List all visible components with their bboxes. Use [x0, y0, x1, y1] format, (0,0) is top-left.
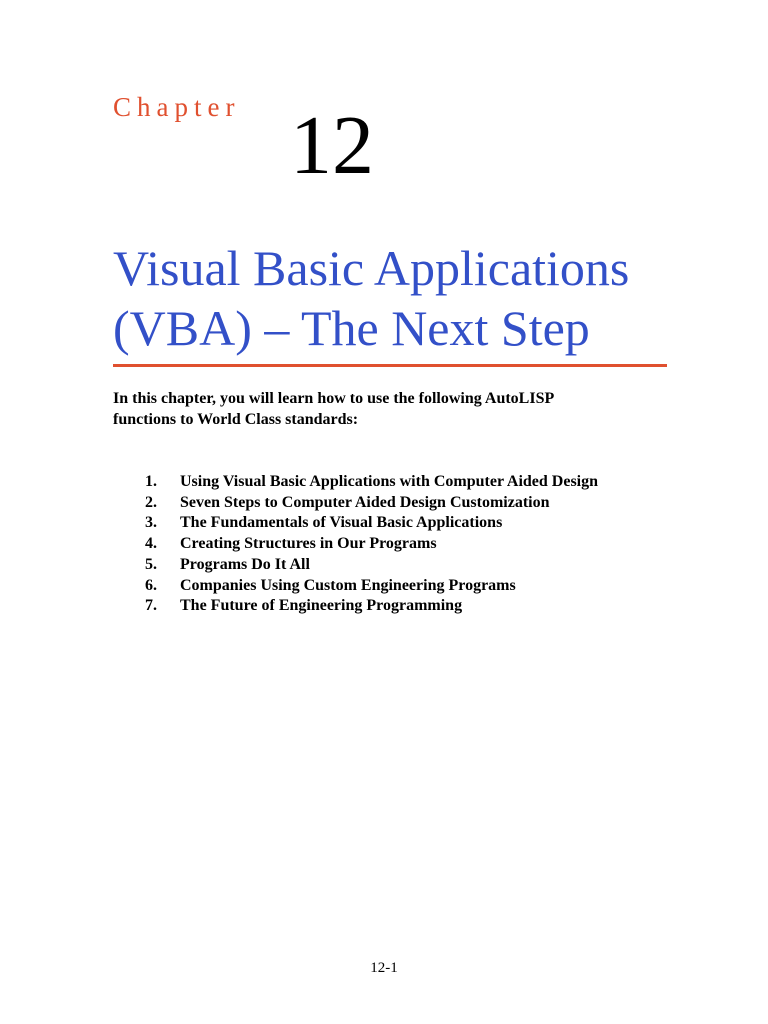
objective-number: 3. — [145, 514, 157, 532]
objective-number: 4. — [145, 535, 157, 553]
title-divider — [113, 364, 667, 367]
objective-number: 1. — [145, 473, 157, 490]
objective-number: 2. — [145, 493, 157, 511]
objective-number: 6. — [145, 576, 157, 594]
chapter-title-line-2: (VBA) – The Next Step — [113, 300, 590, 356]
objective-text: Using Visual Basic Applications with Computer Aided Design — [180, 473, 599, 490]
objective-text: Programs Do It All — [180, 555, 310, 573]
objective-item — [145, 555, 598, 576]
chapter-title — [113, 238, 673, 358]
objective-item — [145, 472, 598, 493]
chapter-title-line-1: Visual Basic Applications — [113, 240, 630, 296]
objective-item — [145, 493, 598, 514]
objective-text: Seven Steps to Computer Aided Design Customization — [180, 493, 550, 511]
chapter-label: Chapter — [113, 92, 241, 122]
objective-text: The Fundamentals of Visual Basic Applications — [180, 514, 503, 532]
objectives-list — [145, 472, 598, 617]
chapter-number: 12 — [290, 99, 374, 192]
objective-text: Creating Structures in Our Programs — [180, 535, 437, 553]
objective-item — [145, 596, 598, 617]
intro-paragraph — [113, 388, 673, 430]
objective-item — [145, 534, 598, 555]
intro-line-1: In this chapter, you will learn how to use the following AutoLISP — [113, 390, 555, 407]
objective-item — [145, 513, 598, 534]
page-number: 12-1 — [370, 960, 398, 976]
objective-text: The Future of Engineering Programming — [180, 597, 463, 615]
objective-number: 7. — [145, 597, 157, 615]
objective-text: Companies Using Custom Engineering Programs — [180, 576, 516, 594]
intro-line-2: functions to World Class standards: — [113, 411, 359, 428]
objective-item — [145, 576, 598, 597]
objective-number: 5. — [145, 555, 157, 573]
